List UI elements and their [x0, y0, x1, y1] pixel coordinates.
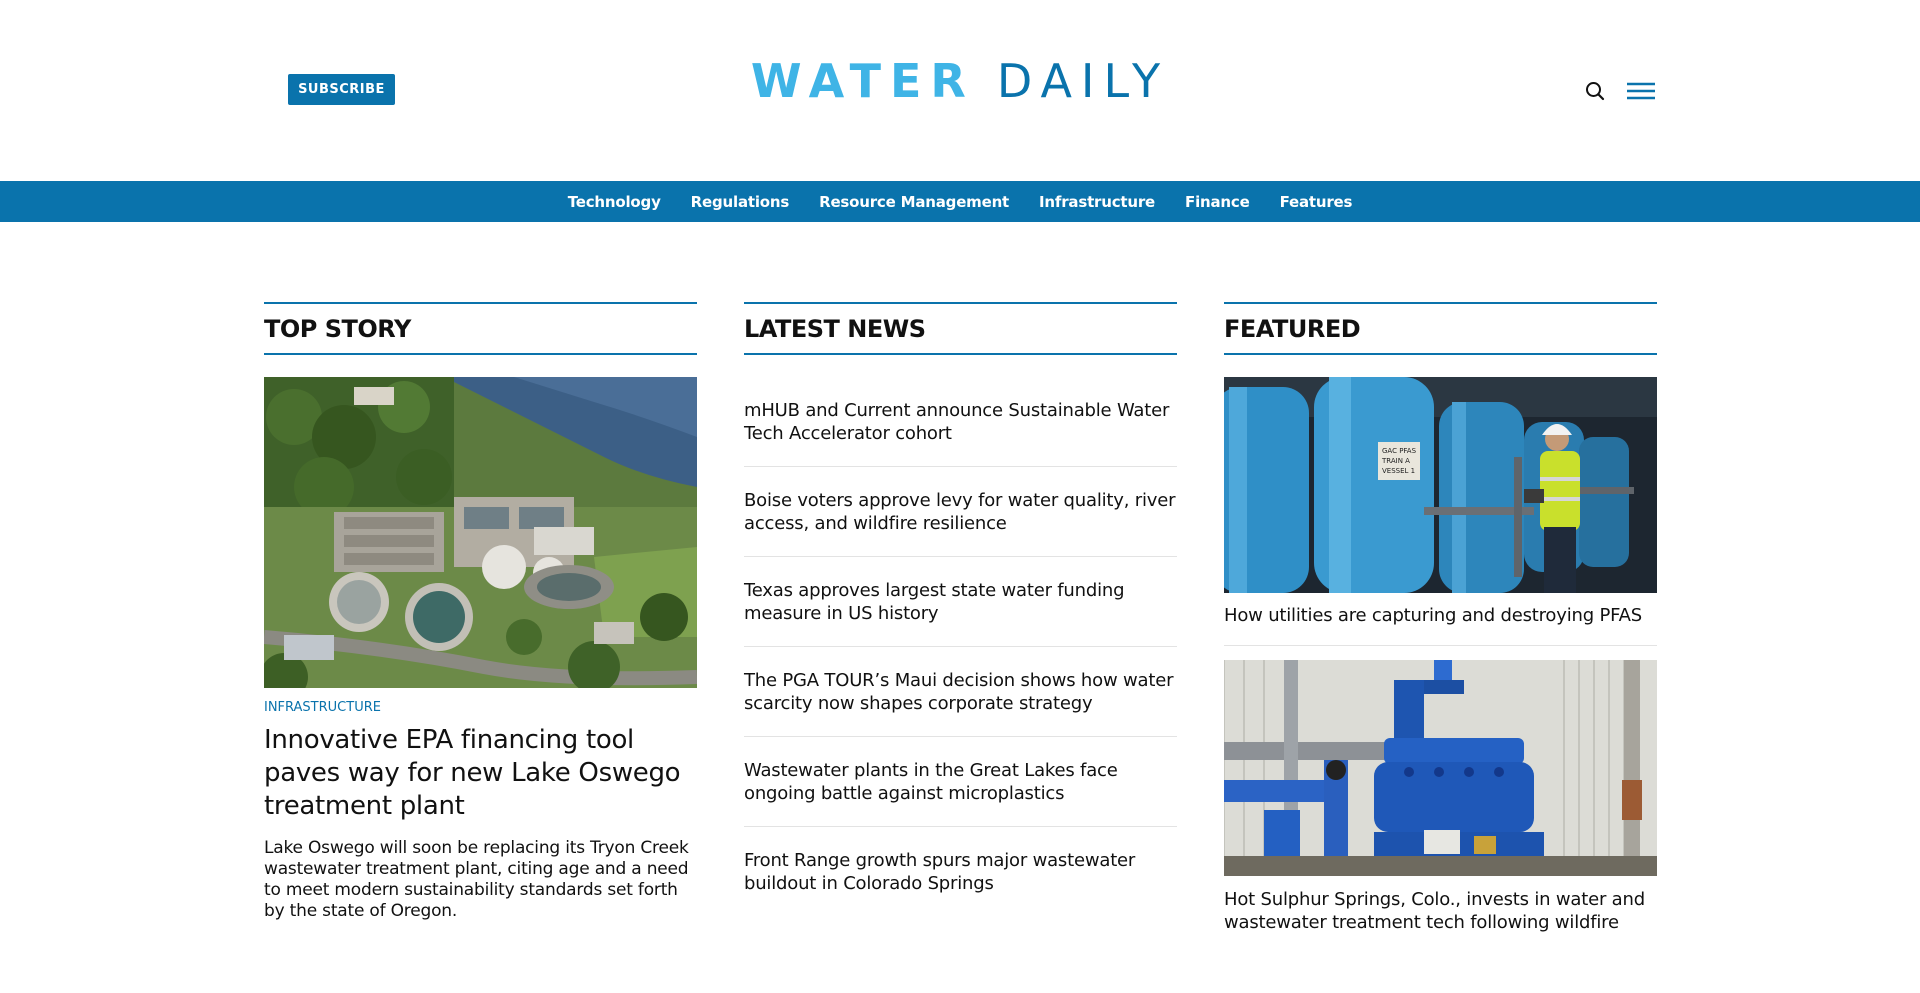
nav-item-regulations[interactable]: Regulations	[690, 192, 790, 211]
featured-title-hot-sulphur-springs[interactable]: Hot Sulphur Springs, Colo., invests in water and wastewater treatment tech following wildfire	[1224, 889, 1645, 933]
latest-news-column	[744, 302, 1177, 355]
site-logo[interactable]	[740, 56, 1180, 106]
nav-item-technology[interactable]: Technology	[567, 192, 661, 211]
news-item[interactable]: Texas approves largest state water funding measure in US history	[744, 557, 1177, 647]
news-item[interactable]: The PGA TOUR’s Maui decision shows how water scarcity now shapes corporate strategy	[744, 647, 1177, 737]
hamburger-menu-icon[interactable]	[1626, 81, 1656, 101]
tank-label-line-3: VESSEL 1	[1382, 467, 1416, 475]
logo-word-daily: DAILY	[996, 54, 1170, 108]
site-header	[0, 0, 1920, 181]
featured-image-pfas[interactable]	[1224, 377, 1657, 593]
top-story-image[interactable]	[264, 377, 697, 688]
top-story-heading: TOP STORY	[264, 302, 697, 355]
news-item[interactable]: Front Range growth spurs major wastewater buildout in Colorado Springs	[744, 850, 1136, 894]
top-story-headline[interactable]: Innovative EPA financing tool paves way for new Lake Oswego treatment plant	[264, 725, 681, 821]
latest-news-list	[744, 377, 1177, 917]
tank-label-line-1: GAC PFAS	[1382, 447, 1417, 455]
latest-news-heading: LATEST NEWS	[744, 302, 1177, 355]
main-nav	[0, 181, 1920, 222]
tank-label-line-2: TRAIN A	[1382, 457, 1410, 465]
featured-title-pfas[interactable]: How utilities are capturing and destroying PFAS	[1224, 605, 1642, 626]
news-item[interactable]: mHUB and Current announce Sustainable Water Tech Accelerator cohort	[744, 377, 1177, 467]
nav-item-finance[interactable]: Finance	[1185, 192, 1250, 211]
nav-item-infrastructure[interactable]: Infrastructure	[1039, 192, 1156, 211]
subscribe-button[interactable]: SUBSCRIBE	[288, 74, 395, 105]
news-item[interactable]: Boise voters approve levy for water quality, river access, and wildfire resilience	[744, 467, 1177, 557]
featured-column	[1224, 302, 1657, 355]
search-icon[interactable]	[1584, 80, 1606, 102]
nav-item-resource-management[interactable]: Resource Management	[819, 192, 1010, 211]
top-story-column	[264, 302, 697, 355]
featured-image-hot-sulphur-springs[interactable]	[1224, 660, 1657, 876]
top-story-category[interactable]: INFRASTRUCTURE	[264, 700, 381, 715]
nav-item-features[interactable]: Features	[1279, 192, 1353, 211]
featured-divider	[1224, 645, 1657, 646]
logo-word-water: WATER	[750, 54, 975, 108]
top-story-summary: Lake Oswego will soon be replacing its Tryon Creek wastewater treatment plant, citing age and a need to meet modern sustainability standards set forth by the state of Oregon.	[264, 838, 689, 921]
featured-heading: FEATURED	[1224, 302, 1657, 355]
news-item[interactable]: Wastewater plants in the Great Lakes face ongoing battle against microplastics	[744, 737, 1177, 827]
